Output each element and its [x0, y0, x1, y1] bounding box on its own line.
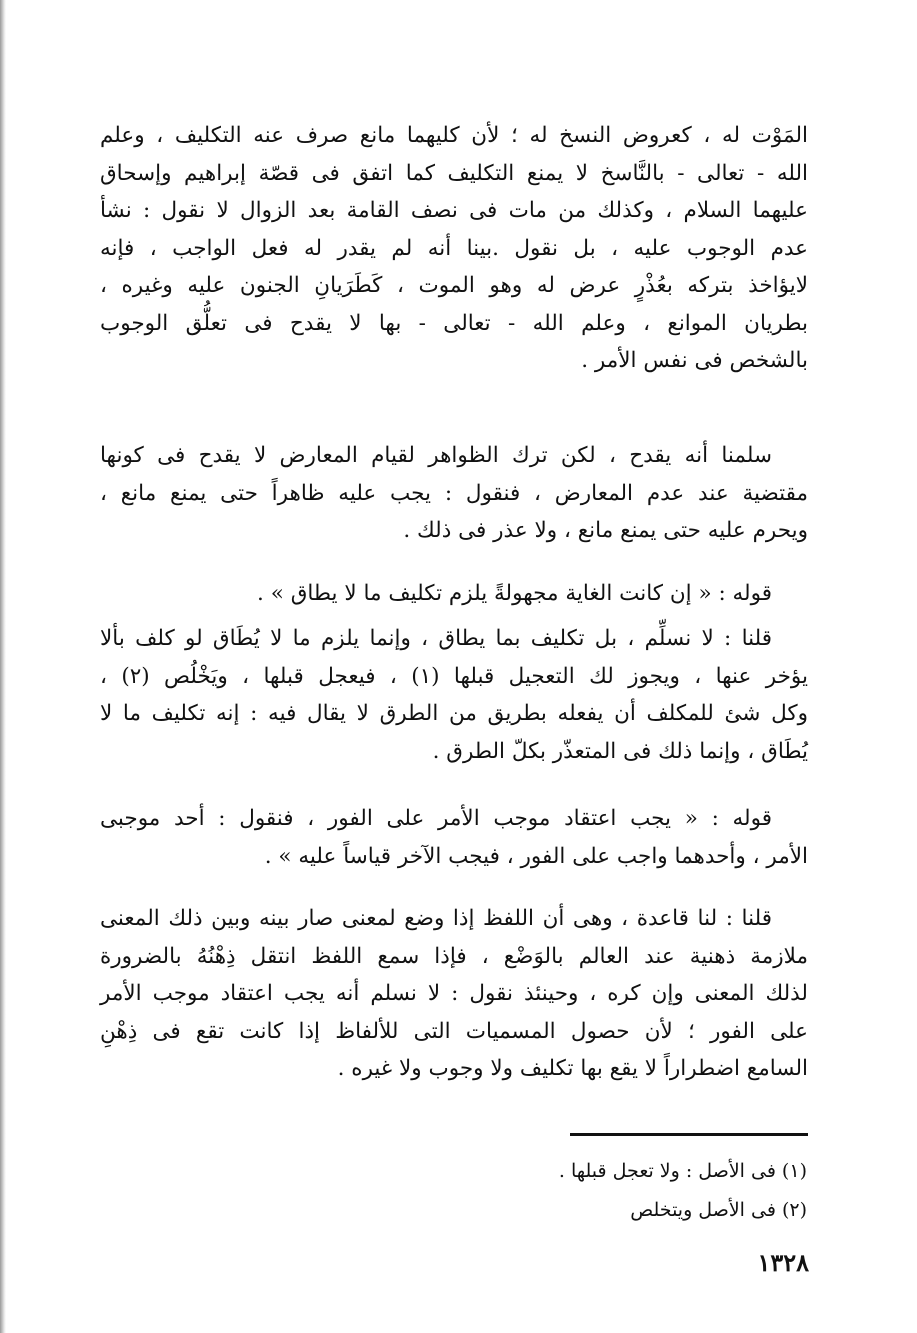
paragraph-3-quote — [100, 575, 808, 613]
text-line: الأمر ، وأحدهما واجب على الفور ، فيجب الآخر قياساً عليه » . — [264, 843, 808, 869]
text-line: قلنا : لا نسلِّم ، بل تكليف بما يطاق ، وإنما يلزم ما لا يُطَاق لو كلف بألا — [100, 626, 772, 651]
paragraph-4 — [100, 620, 808, 770]
text-line: سلمنا أنه يقدح ، لكن ترك الظواهر لقيام المعارض لا يقدح فى كونها — [100, 443, 772, 468]
footnote-divider — [570, 1133, 808, 1136]
text-line: عليهما السلام ، وكذلك من مات فى نصف القامة بعد الزوال لا نقول : نشأ — [100, 198, 808, 223]
footnote-1: (١) فى الأصل : ولا تعجل قبلها . — [558, 1160, 807, 1182]
text-line: لذلك المعنى وإن كره ، وحينئذ نقول : لا نسلم أنه يجب اعتقاد موجب الأمر — [100, 981, 808, 1006]
footnotes — [559, 1152, 807, 1230]
text-line: عدم الوجوب عليه ، بل نقول .بينا أنه لم يقدر له فعل الواجب ، فإنه — [100, 235, 808, 261]
text-line: بطريان الموانع ، وعلم الله - تعالى - بها لا يقدح فى تعلُّق الوجوب — [100, 310, 808, 336]
text-line: المَوْت له ، كعروض النسخ له ؛ لأن كليهما مانع صرف عنه التكليف ، وعلم — [100, 123, 808, 148]
paragraph-6 — [100, 900, 808, 1088]
text-line: الله - تعالى - بالنَّاسخ لا يمنع التكليف كما اتفق فى قصّة إبراهيم وإسحاق — [100, 160, 808, 186]
text-line: السامع اضطراراً لا يقع بها تكليف ولا وجوب ولا غيره . — [337, 1056, 808, 1081]
text-line: ويحرم عليه حتى يمنع مانع ، ولا عذر فى ذلك . — [403, 518, 808, 543]
text-line: يؤخر عنها ، ويجوز لك التعجيل قبلها (١) ، فيعجل قبلها ، ويَخْلُص (٢) ، — [100, 663, 808, 689]
paragraph-5-quote — [100, 800, 808, 875]
text-line: قوله : « يجب اعتقاد موجب الأمر على الفور ، فنقول : أحد موجبى — [100, 806, 772, 831]
text-line: مقتضية عند عدم المعارض ، فنقول : يجب عليه ظاهراً حتى يمنع مانع ، — [100, 480, 808, 506]
page-number: ١٣٢٨ — [757, 1248, 809, 1277]
text-line: قوله : « إن كانت الغاية مجهولةً يلزم تكليف ما لا يطاق » . — [257, 581, 772, 606]
text-line: على الفور ؛ لأن حصول المسميات التى للألفاظ إذا كانت تقع فى ذِهْنِ — [100, 1018, 808, 1044]
text-line: وكل شئ للمكلف أن يفعله بطريق من الطرق لا يقال فيه : إنه تكليف ما لا — [100, 701, 808, 726]
text-line: بالشخص فى نفس الأمر . — [581, 348, 808, 373]
footnote-2: (٢) فى الأصل ويتخلص — [630, 1199, 807, 1221]
text-line: ملازمة ذهنية عند العالم بالوَضْع ، فإذا سمع اللفظ انتقل ذِهْنُهُ بالضرورة — [100, 943, 808, 969]
paragraph-1 — [100, 117, 808, 380]
paragraph-2 — [100, 437, 808, 550]
scan-edge-shadow — [0, 0, 6, 1333]
text-line: قلنا : لنا قاعدة ، وهى أن اللفظ إذا وضع لمعنى صار بينه وبين ذلك المعنى — [100, 906, 772, 931]
text-line: يُطَاق ، وإنما ذلك فى المتعذّر بكلّ الطرق . — [432, 738, 808, 764]
text-line: لايؤاخذ بتركه بعُذْرٍ عرض له وهو الموت ، كَطَرَيانِ الجنون عليه وغيره ، — [100, 273, 808, 298]
